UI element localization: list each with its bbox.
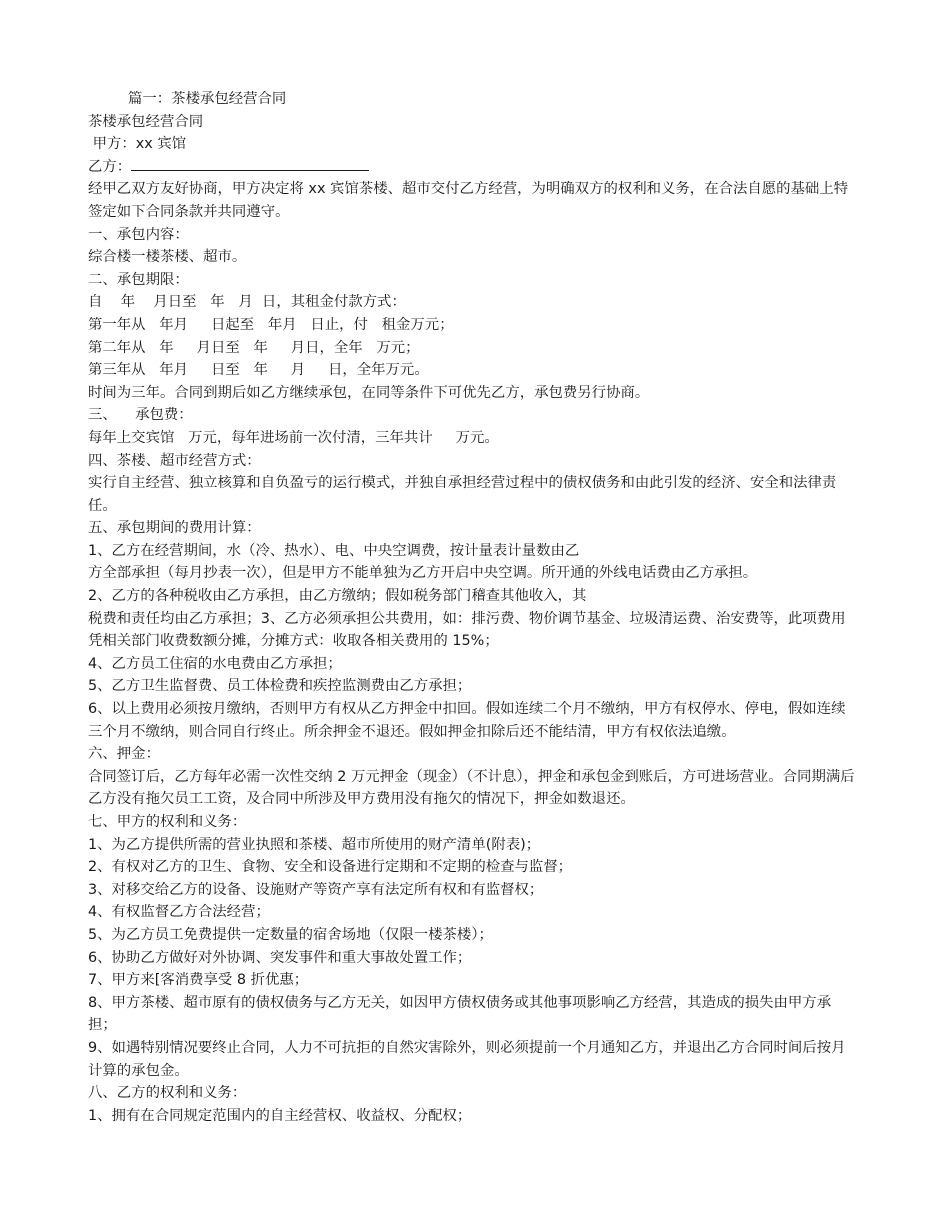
document-title: 茶楼承包经营合同 [88, 113, 204, 130]
contract-paragraph: 方全部承担（每月抄表一次），但是甲方不能单独为乙方开启中央空调。所开通的外线电话费由乙方承担。 [88, 565, 758, 582]
contract-paragraph: 4、乙方员工住宿的水电费由乙方承担； [88, 655, 342, 672]
contract-paragraph: 时间为三年。合同到期后如乙方继续承包，在同等条件下可优先乙方，承包费另行协商。 [88, 384, 650, 401]
contract-paragraph: 经甲乙双方友好协商，甲方决定将 xx 宾馆茶楼、超市交付乙方经营，为明确双方的权利和义务，在合法自愿的基础上特签定如下合同条款并共同遵守。 [88, 181, 849, 220]
contract-paragraph: 7、甲方来[客消费享受 8 折优惠； [88, 972, 309, 989]
contract-paragraph: 5、为乙方员工免费提供一定数量的宿舍场地（仅限一楼茶楼）； [88, 926, 493, 943]
contract-paragraph: 2、有权对乙方的卫生、食物、安全和设备进行定期和不定期的检查与监督； [88, 859, 573, 876]
contract-paragraph: 合同签订后，乙方每年必需一次性交纳 2 万元押金（现金）（不计息），押金和承包金到账后，方可进场营业。合同期满后乙方没有拖欠员工工资，及合同中所涉及甲方费用没有拖欠的情况下，押金如数退还。 [88, 768, 855, 808]
contract-paragraph: 五、承包期间的费用计算： [88, 520, 261, 537]
contract-paragraph: 税费和责任均由乙方承担；3、乙方必须承担公共费用，如：排污费、物价调节基金、垃圾清运费、治安费等，此项费用凭相关部门收费数额分摊，分摊方式：收取各相关费用的 15%； [88, 610, 846, 650]
document-body [88, 88, 858, 1127]
contract-paragraph: 六、押金： [88, 746, 160, 763]
party-b-blank [131, 156, 369, 171]
contract-paragraph: 2、乙方的各种税收由乙方承担，由乙方缴纳；假如税务部门稽查其他收入，其 [88, 588, 587, 605]
contract-paragraph: 八、乙方的权利和义务： [88, 1085, 247, 1102]
contract-paragraph: 自 年 月日至 年 月 日，其租金付款方式： [88, 294, 406, 311]
contract-paragraph: 每年上交宾馆 万元，每年进场前一次付清，三年共计 万元。 [88, 429, 499, 446]
party-b-label: 乙方： [88, 158, 132, 175]
party-a-line: 甲方：xx 宾馆 [88, 136, 187, 153]
contract-paragraph: 第三年从 年月 日至 年 月 日，全年万元。 [88, 362, 429, 379]
contract-paragraph: 9、如遇特别情况要终止合同，人力不可抗拒的自然灾害除外，则必须提前一个月通知乙方，并退出乙方合同时间后按月计算的承包金。 [88, 1039, 846, 1079]
contract-paragraph: 1、为乙方提供所需的营业执照和茶楼、超市所使用的财产清单(附表)； [88, 836, 541, 853]
contract-paragraph: 三、 承包费： [88, 407, 193, 424]
contract-paragraph: 第二年从 年 月日至 年 月日，全年 万元； [88, 339, 420, 356]
contract-paragraph: 3、对移交给乙方的设备、设施财产等资产享有法定所有权和有监督权； [88, 881, 544, 898]
contract-paragraph: 综合楼一楼茶楼、超市。 [88, 249, 247, 266]
contract-paragraph: 1、拥有在合同规定范围内的自主经营权、收益权、分配权； [88, 1107, 472, 1124]
contract-paragraph: 8、甲方茶楼、超市原有的债权债务与乙方无关，如因甲方债权债务或其他事项影响乙方经营，其造成的损失由甲方承担； [88, 994, 832, 1034]
contract-paragraph: 1、乙方在经营期间，水（冷、热水）、电、中央空调费，按计量表计量数由乙 [88, 542, 580, 559]
contract-paragraph: 一、承包内容： [88, 226, 189, 243]
contract-paragraph: 6、以上费用必须按月缴纳，否则甲方有权从乙方押金中扣回。假如连续二个月不缴纳，甲方有权停水、停电，假如连续三个月不缴纳，则合同自行终止。所余押金不退还。假如押金扣除后还不能结清，甲方有权依法追缴。 [88, 701, 846, 740]
contract-paragraph: 4、有权监督乙方合法经营； [88, 904, 270, 921]
party-b-line [88, 156, 858, 179]
contract-paragraph: 6、协助乙方做好对外协调、突发事件和重大事故处置工作； [88, 949, 472, 966]
contract-paragraphs [88, 178, 858, 1127]
contract-paragraph: 5、乙方卫生监督费、员工体检费和疾控监测费由乙方承担； [88, 678, 472, 695]
contract-paragraph: 第一年从 年月 日起至 年月 日止，付 租金万元； [88, 316, 454, 333]
contract-paragraph: 实行自主经营、独立核算和自负盈亏的运行模式，并独自承担经营过程中的债权债务和由此引发的经济、安全和法律责任。 [88, 475, 837, 514]
contract-paragraph: 二、承包期限： [88, 271, 189, 288]
contract-paragraph: 四、茶楼、超市经营方式： [88, 452, 261, 469]
contract-paragraph: 七、甲方的权利和义务： [88, 814, 247, 830]
document-heading: 篇一：茶楼承包经营合同 [128, 91, 287, 107]
